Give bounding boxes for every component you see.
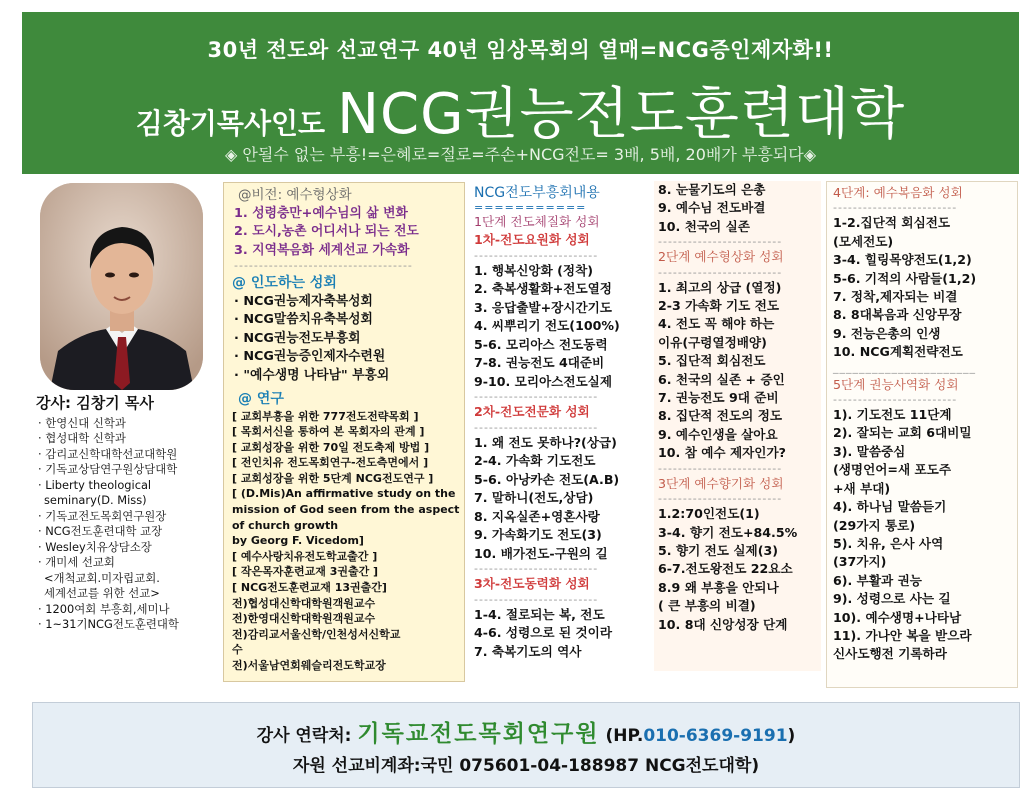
profile-item: · Wesley치유상담소장	[38, 539, 152, 554]
session-item: 10. 배가전도-구원의 길	[474, 545, 608, 561]
program-column-3	[826, 181, 1018, 688]
research-item: by Georg F. Vicedom]	[232, 534, 364, 548]
phone-number[interactable]: 010-6369-9191	[643, 726, 788, 746]
profile-item: · 한영신대 신학과	[38, 415, 126, 430]
vision-title: @비전: 예수형상화	[238, 187, 352, 203]
research-item: [ 전인치유 전도목회연구-전도측면에서 ]	[232, 456, 429, 470]
research-item: [ 교회성장을 위한 5단계 NCG전도연구 ]	[232, 471, 434, 485]
profile-item: seminary(D. Miss)	[44, 493, 147, 507]
research-item: [ 작은목자훈련교재 3권출간 ]	[232, 565, 379, 579]
session-item: 2. 축복생활화+전도열정	[474, 281, 612, 296]
stage-item: 8. 8대복음과 신앙무장	[833, 307, 962, 323]
profile-item: · 협성대학 신학과	[38, 431, 126, 445]
stage-item: 5. 향기 전도 실제(3)	[658, 542, 778, 558]
profile-item: <개척교회.미자립교회.	[44, 570, 160, 585]
phone-suffix: )	[787, 726, 796, 746]
session-title: 1차-전도요원화 성회	[474, 232, 590, 247]
stage-item: 10. 참 예수 제자인가?	[658, 445, 786, 461]
stage-item: (37가지)	[833, 554, 887, 570]
stage-item: 9. 전능은총의 인생	[833, 325, 941, 341]
stage-item: 11). 가나안 복을 받으라	[833, 627, 972, 643]
session-item: 5-6. 아낭카손 전도(A.B)	[474, 471, 620, 487]
bank-account: 자원 선교비계좌:국민 075601-04-188987 NCG전도대학)	[292, 756, 760, 776]
vision-item: 2. 도시,농촌 어디서나 되는 전도	[234, 224, 419, 239]
stage-item: 3). 말씀중심	[833, 443, 906, 459]
stage-item: 8. 집단적 전도의 정도	[658, 408, 783, 424]
session-item: 8. 눈물기도의 은총	[658, 182, 766, 197]
research-item: mission of God seen from the aspect	[232, 503, 460, 517]
stage-item: 6). 부활과 권능	[833, 572, 922, 588]
session-item: 2-4. 가속화 기도전도	[474, 453, 596, 468]
session-item: 3. 응답출발+장시간기도	[474, 299, 612, 315]
organization-name: 기독교전도목회연구원	[357, 720, 600, 747]
divider: ------------------------------------	[234, 260, 413, 272]
vision-item: 3. 지역복음화 세계선교 가속화	[234, 242, 410, 258]
stage-item: 10. NCG계획전략전도	[833, 344, 963, 360]
profile-item: · 감리교신학대학선교대학원	[38, 446, 178, 461]
research-item: 전)감리교서울신학/인천성서신학교	[232, 627, 401, 641]
profile-item: · 1200여회 부흥회,세미나	[38, 601, 170, 616]
stage-item: 3-4. 힐링목양전도(1,2)	[833, 252, 972, 268]
contact-label: 강사 연락처:	[256, 726, 352, 746]
instructor-photo	[40, 183, 203, 390]
stage-item: +새 부대)	[833, 480, 891, 496]
stage-title: 2단계 예수형상화 성회	[658, 249, 784, 265]
stage-item: 2). 잘되는 교회 6대비밀	[833, 425, 972, 441]
stage-item: 8.9 왜 부흥을 안되나	[658, 579, 779, 595]
stage-item: 4. 전도 꼭 해야 하는	[658, 316, 775, 332]
stage-item: (29가지 통로)	[833, 517, 916, 533]
divider: -------------------------	[658, 462, 783, 475]
divider: -------------------------	[474, 593, 599, 606]
session-item: 4. 씨뿌리기 전도(100%)	[474, 318, 620, 333]
program-title-underline: ===========	[474, 200, 587, 214]
stage-title: 5단계 권능사역화 성회	[833, 376, 959, 392]
research-item: 수	[232, 643, 243, 657]
session-item: 1-4. 절로되는 복, 전도	[474, 606, 605, 622]
stage-item: 4). 하나님 말씀듣기	[833, 499, 947, 515]
stage-item: 1. 최고의 상급 (열정)	[658, 279, 782, 295]
divider: -------------------------	[833, 202, 958, 215]
stage-item: 1.2:70인전도(1)	[658, 506, 760, 522]
divider: -------------------------	[833, 394, 958, 407]
stage-item: 6-7.전도왕전도 22요소	[658, 561, 793, 577]
program-column-1	[468, 184, 652, 661]
contact-footer	[32, 702, 1020, 788]
session-item: 4-6. 성령으로 된 것이라	[474, 625, 613, 640]
title-prefix: 김창기목사인도	[135, 107, 326, 140]
stage-item: 5. 집단적 회심전도	[658, 353, 766, 369]
divider: -------------------------	[474, 249, 599, 262]
stage-item: 5). 치유, 은사 사역	[833, 535, 944, 551]
session-item: 1. 행복신앙화 (정착)	[474, 262, 593, 278]
stage-item: 7. 권능전도 9대 준비	[658, 390, 779, 406]
stage-item: 7. 정착,제자되는 비결	[833, 289, 958, 305]
research-item: [ 교회부흥을 위한 777전도전략목회 ]	[232, 409, 419, 423]
research-item: [ NCG전도훈련교재 13권출간]	[232, 581, 387, 595]
page-title: NCG권능전도훈련대학	[337, 82, 906, 147]
divider: -------------------------	[474, 391, 599, 403]
title-row	[22, 70, 1019, 147]
session-item: 10. 천국의 실존	[658, 218, 750, 234]
research-item: [ 교회성장을 위한 70일 전도축제 방법 ]	[232, 440, 430, 454]
stage-item: (모세전도)	[833, 233, 894, 249]
header-banner	[22, 12, 1019, 174]
profile-item: · 기독교상담연구원상담대학	[38, 462, 178, 476]
session-item: 9. 가속화기도 전도(3)	[474, 527, 602, 542]
profile-item: · NCG전도훈련대학 교장	[38, 524, 163, 538]
research-item: [ (D.Mis)An affirmative study on the	[232, 487, 456, 501]
session-item: 9. 예수님 전도바결	[658, 200, 766, 216]
stage-item: 5-6. 기적의 사람들(1,2)	[833, 270, 977, 286]
research-item: 전)서울남연회웨슬리전도학교장	[232, 659, 386, 672]
divider: ______________________	[833, 361, 976, 374]
stage-item: 6. 천국의 실존 + 증인	[658, 371, 785, 387]
stage-title: 4단계: 예수복음화 성회	[833, 185, 963, 200]
research-title: @ 연구	[238, 391, 284, 407]
session-item: 7-8. 권능전도 4대준비	[474, 355, 605, 370]
guide-title: @ 인도하는 성회	[232, 275, 337, 291]
stage-item: 9). 성령으로 사는 길	[833, 591, 951, 607]
guide-item: · "예수생명 나타남" 부흥외	[234, 367, 390, 383]
session-item: 8. 지옥실존+영혼사랑	[474, 508, 600, 524]
vision-item: 1. 성령충만+예수님의 삶 변화	[234, 205, 408, 221]
instructor-profile	[36, 396, 222, 633]
contact-line	[33, 715, 1019, 748]
session-item: 7. 말하니(전도,상담)	[474, 490, 594, 505]
divider: -------------------------	[658, 493, 783, 506]
stage-item: 1-2.집단적 회심전도	[833, 215, 951, 231]
profile-item: · Liberty theological	[38, 477, 152, 492]
program-title: NCG전도부흥회내용	[474, 185, 600, 201]
research-item: 전)한영대신학대학원객원교수	[232, 612, 376, 626]
tagline: 30년 전도와 선교연구 40년 임상목회의 열매=NCG증인제자화!!	[207, 38, 834, 62]
stage-item: 10). 예수생명+나타남	[833, 609, 962, 625]
stage-item: 2-3 가속화 기도 전도	[658, 298, 780, 314]
stage-title: 3단계 예수향기화 성회	[658, 475, 784, 491]
research-item: of church growth	[232, 518, 339, 532]
stage-item: 3-4. 향기 전도+84.5%	[658, 524, 798, 540]
stage-item: 신사도행전 기록하라	[833, 646, 947, 662]
vision-section	[223, 182, 465, 682]
instructor-name: 강사: 김창기 목사	[36, 394, 154, 412]
profile-item: 세계선교를 위한 선교>	[44, 586, 160, 600]
program-column-2	[654, 181, 821, 671]
session-title: 2차-전도전문화 성회	[474, 404, 590, 419]
divider: -------------------------	[658, 236, 783, 249]
stage-item: 이유(구령열정배양)	[658, 334, 767, 350]
research-item: 전)협성대신학대학원객원교수	[232, 596, 376, 610]
stage-item: 1). 기도전도 11단계	[833, 407, 952, 423]
stage-item: 9. 예수인생을 살아요	[658, 426, 778, 442]
session-title: 3차-전도동력화 성회	[474, 576, 590, 591]
stage-item: 10. 8대 신앙성장 단계	[658, 616, 788, 632]
slogan: ◈ 안될수 없는 부흥!=은혜로=절로=주손+NCG전도= 3배, 5배, 20배가 부흥되다◈	[224, 145, 817, 164]
profile-item: · 1~31기NCG전도훈련대학	[38, 617, 179, 631]
divider: -------------------------	[474, 421, 599, 434]
profile-item: · 개미세 선교회	[38, 555, 115, 569]
profile-item: · 기독교전도목회연구원장	[38, 508, 167, 523]
guide-item: · NCG권능전도부흥회	[234, 330, 361, 346]
research-item: [ 목회서신을 통하여 본 목회자의 관계 ]	[232, 425, 425, 439]
guide-item: · NCG말씀치유축복성회	[234, 312, 373, 327]
session-item: 5-6. 모리아스 전도동력	[474, 336, 608, 352]
divider: -------------------------	[658, 266, 783, 279]
guide-item: · NCG권능증인제자수련원	[234, 349, 386, 364]
session-item: 9-10. 모리아스전도실제	[474, 373, 613, 389]
stage-title: 1단계 전도체질화 성회	[474, 213, 600, 229]
session-item: 1. 왜 전도 못하나?(상급)	[474, 434, 617, 450]
divider: -------------------------	[474, 563, 599, 575]
stage-item: ( 큰 부흥의 비결)	[658, 598, 756, 614]
session-item: 7. 축복기도의 역사	[474, 643, 582, 659]
research-item: [ 예수사랑치유전도학교출간 ]	[232, 549, 378, 563]
phone-prefix: (HP.	[605, 726, 644, 746]
stage-item: (생명언어=새 포도주	[833, 462, 952, 478]
guide-item: · NCG권능제자축복성회	[234, 293, 373, 309]
